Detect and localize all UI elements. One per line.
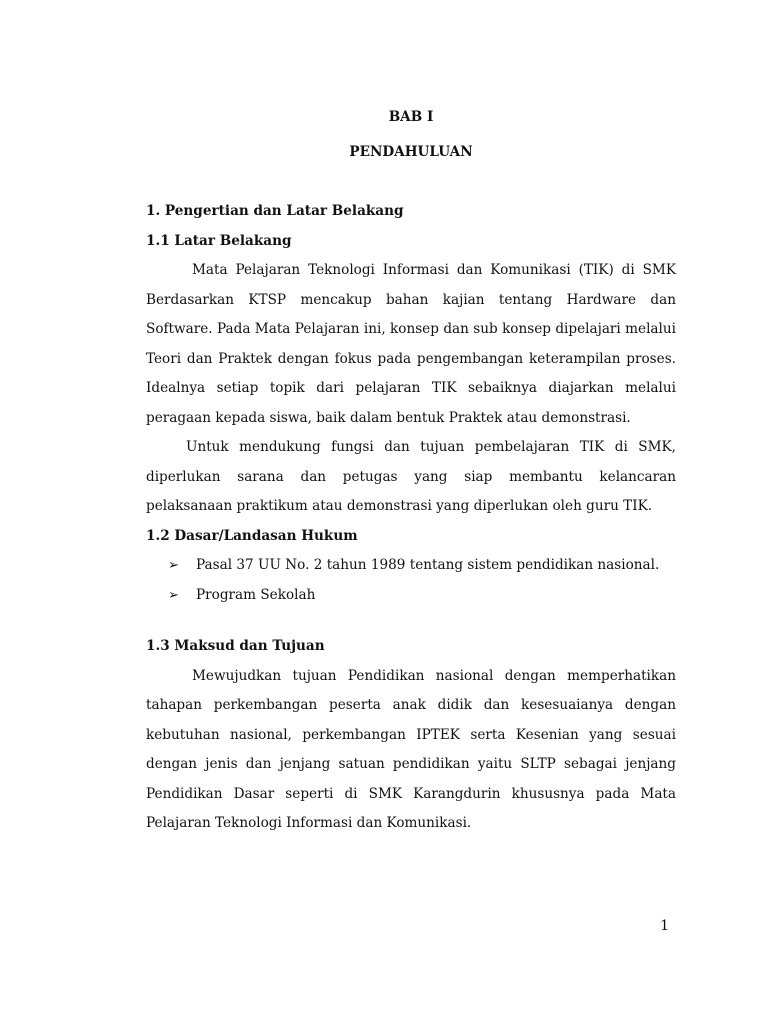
list-item-text: Program Sekolah bbox=[196, 586, 316, 603]
list-item-text: Pasal 37 UU No. 2 tahun 1989 tentang sistem pendidikan nasional. bbox=[196, 557, 660, 573]
list-item bbox=[168, 551, 676, 581]
maksud-tujuan-paragraph: Mewujudkan tujuan Pendidikan nasional dengan memperhatikan tahapan perkembangan peserta anak didik dan kesesuaianya dengan kebutuhan nasional, perkembangan IPTEK serta Kesenian yang sesuai dengan jenis dan jenjang satuan pendidikan yaitu SLTP sebagai jenjang Pendidikan Dasar seperti di SMK Karangdurin khususnya pada Mata Pelajaran Teknologi Informasi dan Komunikasi. bbox=[146, 667, 676, 831]
arrowhead-bullet-icon: ➢ bbox=[168, 587, 179, 603]
latar-belakang-paragraph-1: Mata Pelajaran Teknologi Informasi dan Komunikasi (TIK) di SMK Berdasarkan KTSP mencakup bahan kajian tentang Hardware dan Software. Pada Mata Pelajaran ini, konsep dan sub konsep dipelajari melalui Teori dan Praktek dengan fokus pada pengembangan keterampilan proses. Idealnya setiap topik dari pelajaran TIK sebaiknya diajarkan melalui peragaan kepada siswa, baik dalam bentuk Praktek atau demonstrasi. bbox=[146, 262, 676, 426]
section-1-3-heading: 1.3 Maksud dan Tujuan bbox=[146, 638, 325, 654]
chapter-number: BAB I bbox=[388, 109, 434, 125]
arrowhead-bullet-icon: ➢ bbox=[168, 558, 179, 573]
page-number: 1 bbox=[660, 918, 669, 934]
section-1-2-heading: 1.2 Dasar/Landasan Hukum bbox=[146, 527, 358, 544]
section-1-heading: 1. Pengertian dan Latar Belakang bbox=[146, 203, 404, 219]
legal-basis-list bbox=[146, 551, 676, 610]
chapter-title: PENDAHULUAN bbox=[349, 144, 473, 160]
section-1-1-heading: 1.1 Latar Belakang bbox=[146, 232, 292, 249]
latar-belakang-paragraph-2: Untuk mendukung fungsi dan tujuan pembelajaran TIK di SMK, diperlukan sarana dan petugas yang siap membantu kelancaran pelaksanaan praktikum atau demonstrasi yang diperlukan oleh guru TIK. bbox=[146, 439, 676, 514]
document-body bbox=[146, 104, 676, 839]
list-item bbox=[168, 581, 676, 611]
